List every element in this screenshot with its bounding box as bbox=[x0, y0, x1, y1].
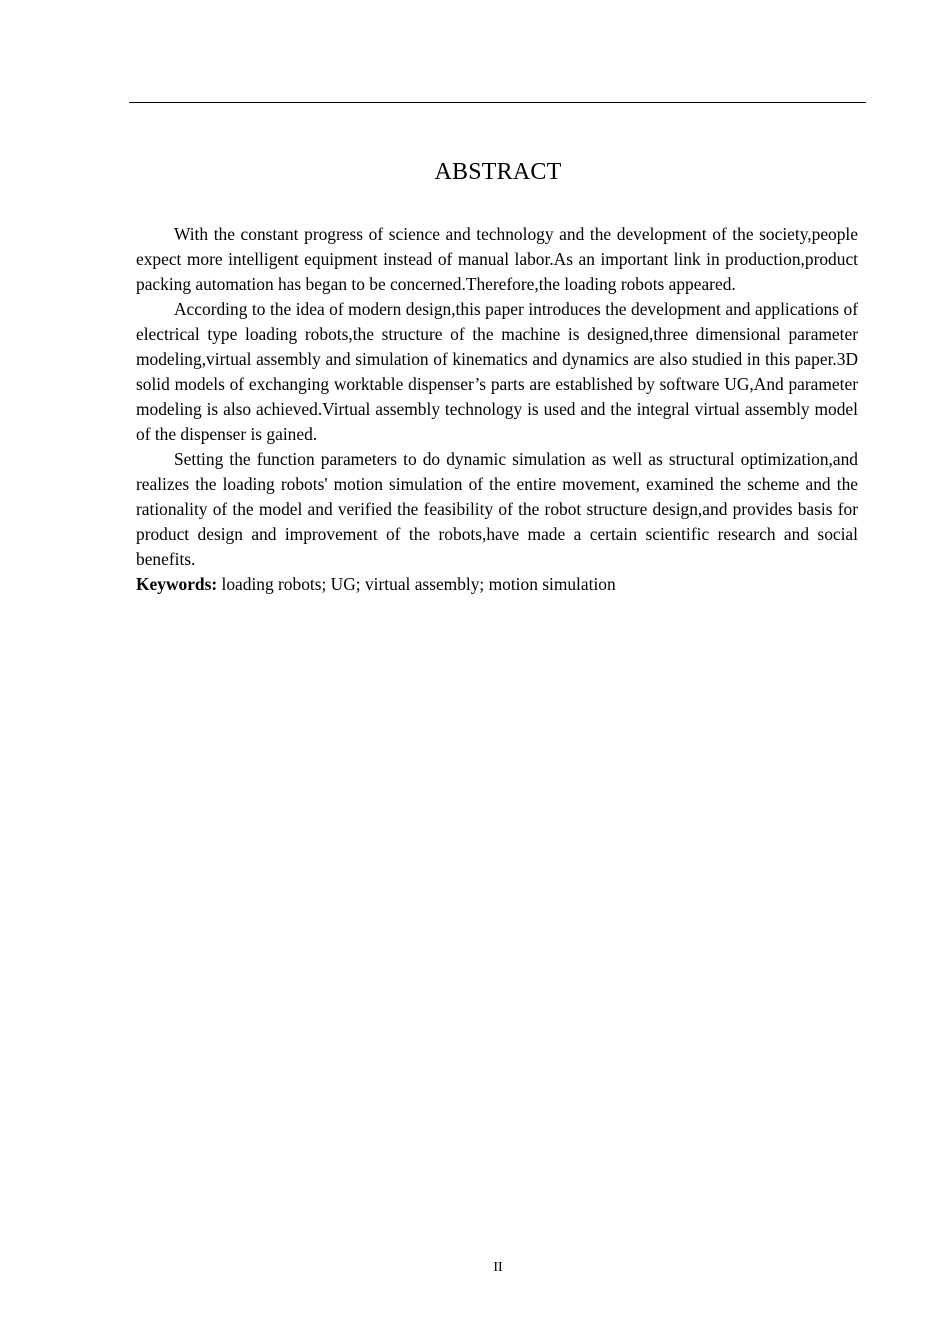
abstract-paragraph-1: With the constant progress of science and technology and the development of the society,people expect more intelligent equipment instead of manual labor.As an important link in production,product packing automation has began to be concerned.Therefore,the loading robots appeared. bbox=[136, 224, 858, 294]
abstract-paragraph-3: Setting the function parameters to do dynamic simulation as well as structural optimization,and realizes the loading robots' motion simulation of the entire movement, examined the scheme and the rationality of the model and verified the feasibility of the robot structure design,and provides basis for product design and improvement of the robots,have made a certain scientific research and social benefits. bbox=[136, 449, 858, 569]
keywords-label: Keywords: bbox=[136, 574, 218, 594]
page-number: II bbox=[493, 1260, 503, 1275]
keywords-text: loading robots; UG; virtual assembly; motion simulation bbox=[217, 574, 616, 594]
abstract-paragraph-2: According to the idea of modern design,this paper introduces the development and applications of electrical type loading robots,the structure of the machine is designed,three dimensional parameter modeling,virtual assembly and simulation of kinematics and dynamics are also studied in this paper.3D solid models of exchanging worktable dispenser’s parts are established by software UG,And parameter modeling is also achieved.Virtual assembly technology is used and the integral virtual assembly model of the dispenser is gained. bbox=[136, 299, 858, 444]
header-rule bbox=[129, 102, 866, 103]
abstract-body bbox=[136, 222, 858, 597]
abstract-title: ABSTRACT bbox=[434, 159, 562, 185]
keywords-line bbox=[136, 572, 858, 597]
